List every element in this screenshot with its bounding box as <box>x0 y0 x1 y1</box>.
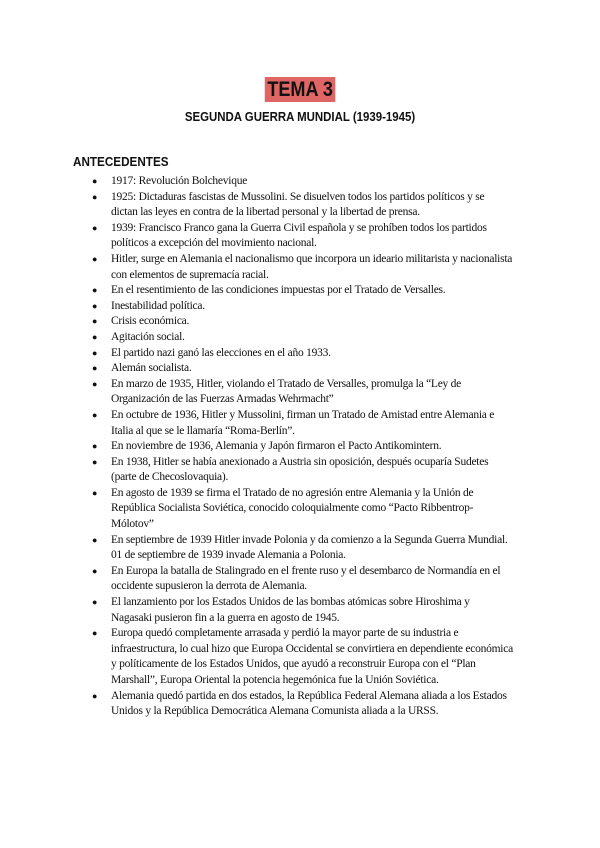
bullet-icon: ● <box>92 565 98 576</box>
list-item-text: 1939: Francisco Franco gana la Guerra Civil española y se prohíben todos los partidos políticos a excepción del movimiento nacional. <box>111 221 487 250</box>
bullet-icon: ● <box>92 690 98 701</box>
bullet-icon: ● <box>92 441 98 452</box>
bullet-icon: ● <box>92 253 98 264</box>
list-item-text: Agitación social. <box>111 330 185 343</box>
bullet-icon: ● <box>92 534 98 545</box>
bullet-icon: ● <box>92 628 98 639</box>
bullet-icon: ● <box>92 316 98 327</box>
bullet-icon: ● <box>92 176 98 186</box>
list-item <box>92 174 513 190</box>
list-item <box>92 190 513 221</box>
list-item <box>92 626 513 688</box>
bullet-icon: ● <box>92 300 98 311</box>
list-item-text: 1917: Revolución Bolchevique <box>111 175 248 187</box>
list-item-text: Inestabilidad política. <box>111 299 205 312</box>
list-item-text: En el resentimiento de las condiciones impuestas por el Tratado de Versalles. <box>111 284 446 297</box>
bullet-icon: ● <box>92 378 98 389</box>
list-item <box>92 564 513 595</box>
page-subtitle: SEGUNDA GUERRA MUNDIAL (1939-1945) <box>184 109 416 124</box>
list-item <box>92 408 513 439</box>
list-item <box>92 533 513 564</box>
list-item <box>92 361 513 377</box>
list-item-text: En Europa la batalla de Stalingrado en el frente ruso y el desembarco de Normandía en el occidente supusieron la derrota de Alemania. <box>111 564 501 593</box>
list-item-text: En septiembre de 1939 Hitler invade Polonia y da comienzo a la Segunda Guerra Mundial. 01 de septiembre de 1939 invade Alemania a Polonia. <box>111 533 508 562</box>
bullet-icon: ● <box>92 456 98 467</box>
list-item-text: En noviembre de 1936, Alemania y Japón firmaron el Pacto Antikomintern. <box>111 440 442 453</box>
list-item <box>92 346 513 362</box>
list-item <box>92 455 513 486</box>
list-item-text: 1925: Dictaduras fascistas de Mussolini. Se disuelven todos los partidos políticos y se dictan las leyes en contra de la libertad personal y la libertad de prensa. <box>111 190 485 219</box>
bullet-icon: ● <box>92 191 98 202</box>
list-item-text: Crisis económica. <box>111 315 190 328</box>
list-item-text: En agosto de 1939 se firma el Tratado de no agresión entre Alemania y la Unión de República Socialista Soviética, conocido coloquialmente como “Pacto Ribbentrop-Mólotov” <box>111 486 474 531</box>
list-item-text: Hitler, surge en Alemania el nacionalismo que incorpora un ideario militarista y nacionalista con elementos de supremacía racial. <box>111 252 513 281</box>
bullet-icon: ● <box>92 363 98 374</box>
bullet-icon: ● <box>92 597 98 608</box>
list-item <box>92 486 513 533</box>
list-item <box>92 252 513 283</box>
list-item-text: En marzo de 1935, Hitler, violando el Tratado de Versalles, promulga la “Ley de Organización de las Fuerzas Armadas Wehrmacht” <box>111 377 462 406</box>
list-item-text: Alemania quedó partida en dos estados, la República Federal Alemana aliada a los Estados Unidos y la República Democrática Alemana Comunista aliada a la URSS. <box>111 689 507 718</box>
list-item-text: El lanzamiento por los Estados Unidos de las bombas atómicas sobre Hiroshima y Nagasaki pusieron fin a la guerra en agosto de 1945. <box>111 596 470 624</box>
list-item-text: El partido nazi ganó las elecciones en el año 1933. <box>111 346 331 359</box>
list-item <box>92 595 513 626</box>
bullet-icon: ● <box>92 487 98 498</box>
bullet-icon: ● <box>92 347 98 358</box>
list-item-text: En 1938, Hitler se había anexionado a Austria sin oposición, después ocuparía Sudetes (parte de Checoslovaquia). <box>111 455 489 484</box>
bullet-icon: ● <box>92 285 98 296</box>
list-item-text: En octubre de 1936, Hitler y Mussolini, firman un Tratado de Amistad entre Alemania e Italia al que se le llamaría “Roma-Berlín”. <box>111 408 495 437</box>
bullet-list <box>0 174 600 720</box>
list-item <box>92 377 513 408</box>
list-item-text: Alemán socialista. <box>111 362 192 375</box>
list-item <box>92 221 513 252</box>
list-item <box>92 299 513 315</box>
list-item <box>92 330 513 346</box>
section-heading: ANTECEDENTES <box>73 154 169 169</box>
list-item <box>92 689 513 720</box>
list-item-text: Europa quedó completamente arrasada y perdió la mayor parte de su industria e infraestructura, lo cual hizo que Europa Occidental se convirtiera en dependiente económica y políticamente de los Estados Unidos, que ayudó a reconstruir Europa con el “Plan Marshall”, Europa Oriental la potencia hegemónica fue la Unión Soviética. <box>111 627 513 686</box>
bullet-icon: ● <box>92 331 98 342</box>
title-wrap <box>0 77 600 102</box>
list-item <box>92 314 513 330</box>
page-title: TEMA 3 <box>265 77 336 102</box>
bullet-icon: ● <box>92 222 98 233</box>
list-item <box>92 439 513 455</box>
list-item <box>92 283 513 299</box>
bullet-icon: ● <box>92 409 98 420</box>
